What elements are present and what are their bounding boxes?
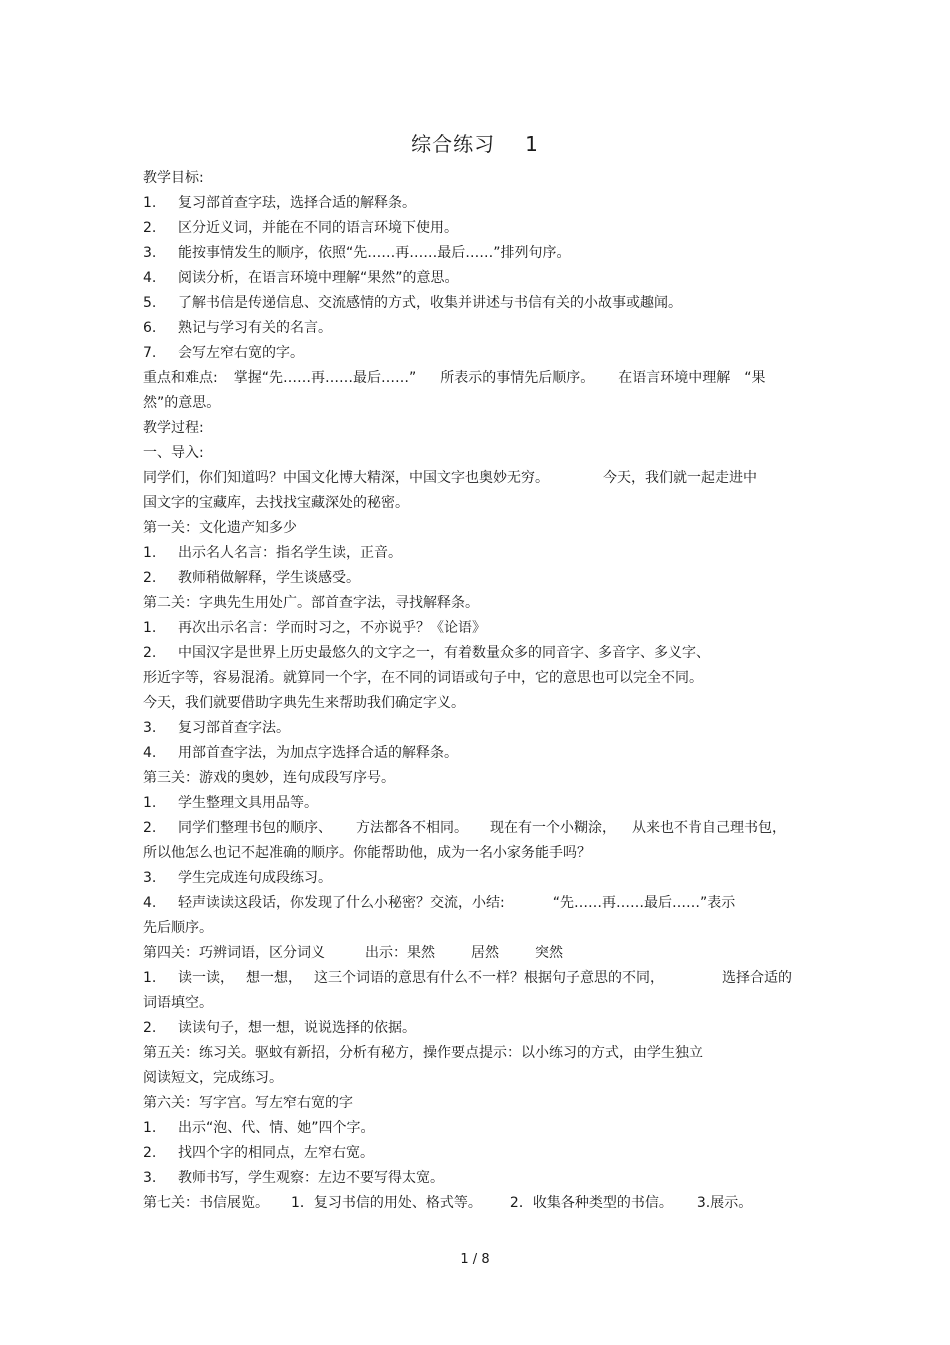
list-item: 1. 复习部首查字珐，选择合适的解释条。 xyxy=(143,195,416,211)
list-item: 2. 读读句子，想一想，说说选择的依据。 xyxy=(143,1020,416,1036)
list-item: 3. 学生完成连句成段练习。 xyxy=(143,870,332,886)
list-item-cont: 词语填空。 xyxy=(143,995,213,1011)
list-item: 7. 会写左窄右宽的字。 xyxy=(143,345,304,361)
list-item: 2. 中国汉字是世界上历史最悠久的文字之一，有着数量众多的同音字、多音字、多义字、 xyxy=(143,645,710,661)
list-item: 3. 复习部首查字法。 xyxy=(143,720,290,736)
list-item: 2. 同学们整理书包的顺序、 方法都各不相同。 现在有一个小糊涂， 从来也不肯自己理书包， xyxy=(143,820,786,836)
level3-heading: 第三关：游戏的奥妙，连句成段写序号。 xyxy=(143,770,395,786)
level5-cont: 阅读短文，完成练习。 xyxy=(143,1070,283,1086)
list-item: 4. 阅读分析，在语言环境中理解“果然”的意思。 xyxy=(143,270,459,286)
list-item: 3. 教师书写，学生观察：左边不要写得太宽。 xyxy=(143,1170,444,1186)
key-points-line: 重点和难点: 掌握“先……再……最后……” 所表示的事情先后顺序。 在语言环境中理解 “果 xyxy=(143,370,766,386)
level5-heading: 第五关：练习关。驱蚊有新招，分析有秘方，操作要点提示：以小练习的方式，由学生独立 xyxy=(143,1045,703,1061)
list-item: 1. 再次出示名言：学而时习之，不亦说乎？《论语》 xyxy=(143,620,486,636)
level7-line: 第七关：书信展览。 1．复习书信的用处、格式等。 2．收集各种类型的书信。 3.展示。 xyxy=(143,1195,753,1211)
intro-heading: 一、导入: xyxy=(143,445,204,461)
list-item: 1. 出示“泡、代、情、她”四个字。 xyxy=(143,1120,375,1136)
level4-heading: 第四关：巧辨词语，区分词义 出示：果然 居然 突然 xyxy=(143,945,563,961)
list-item: 4. 用部首查字法，为加点字选择合适的解释条。 xyxy=(143,745,458,761)
list-item-cont: 先后顺序。 xyxy=(143,920,213,936)
intro-text: 同学们，你们知道吗？中国文化博大精深，中国文字也奥妙无穷。 今天，我们就一起走进中 xyxy=(143,470,757,486)
title-number: 1 xyxy=(525,132,539,156)
list-item-cont: 所以他怎么也记不起准确的顺序。你能帮助他，成为一名小家务能手吗？ xyxy=(143,845,591,861)
list-item: 1. 出示名人名言：指名学生读，正音。 xyxy=(143,545,402,561)
intro-text-cont: 国文字的宝藏库，去找找宝藏深处的秘密。 xyxy=(143,495,409,511)
list-item: 6. 熟记与学习有关的名言。 xyxy=(143,320,332,336)
process-heading: 教学过程: xyxy=(143,420,204,436)
list-item: 2. 找四个字的相同点，左窄右宽。 xyxy=(143,1145,374,1161)
list-item: 1. 读一读， 想一想， 这三个词语的意思有什么不一样？根据句子意思的不同， 选择合适的 xyxy=(143,970,792,986)
list-item: 3. 能按事情发生的顺序，依照“先……再……最后……”排列句序。 xyxy=(143,245,571,261)
goals-heading: 教学目标: xyxy=(143,170,204,186)
document-body xyxy=(143,166,808,1216)
list-item: 5. 了解书信是传递信息、交流感情的方式，收集并讲述与书信有关的小故事或趣闻。 xyxy=(143,295,682,311)
key-points-cont: 然”的意思。 xyxy=(143,395,221,411)
list-item: 1. 学生整理文具用品等。 xyxy=(143,795,318,811)
list-item: 2. 教师稍做解释，学生谈感受。 xyxy=(143,570,360,586)
list-item: 2. 区分近义词，并能在不同的语言环境下使用。 xyxy=(143,220,458,236)
paragraph: 今天，我们就要借助字典先生来帮助我们确定字义。 xyxy=(143,695,465,711)
goals-list xyxy=(143,191,808,366)
title-text: 综合练习 xyxy=(411,132,496,156)
level6-heading: 第六关：写字宫。写左窄右宽的字 xyxy=(143,1095,353,1111)
list-item-cont: 形近字等，容易混淆。就算同一个字，在不同的词语或句子中，它的意思也可以完全不同。 xyxy=(143,670,703,686)
page-number: 1 / 8 xyxy=(460,1252,490,1267)
page-title xyxy=(0,128,950,157)
level1-heading: 第一关：文化遗产知多少 xyxy=(143,520,297,536)
list-item: 4. 轻声读读这段话，你发现了什么小秘密？交流，小结: “先……再……最后……”表示 xyxy=(143,895,736,911)
level2-heading: 第二关：字典先生用处广。部首查字法，寻找解释条。 xyxy=(143,595,479,611)
